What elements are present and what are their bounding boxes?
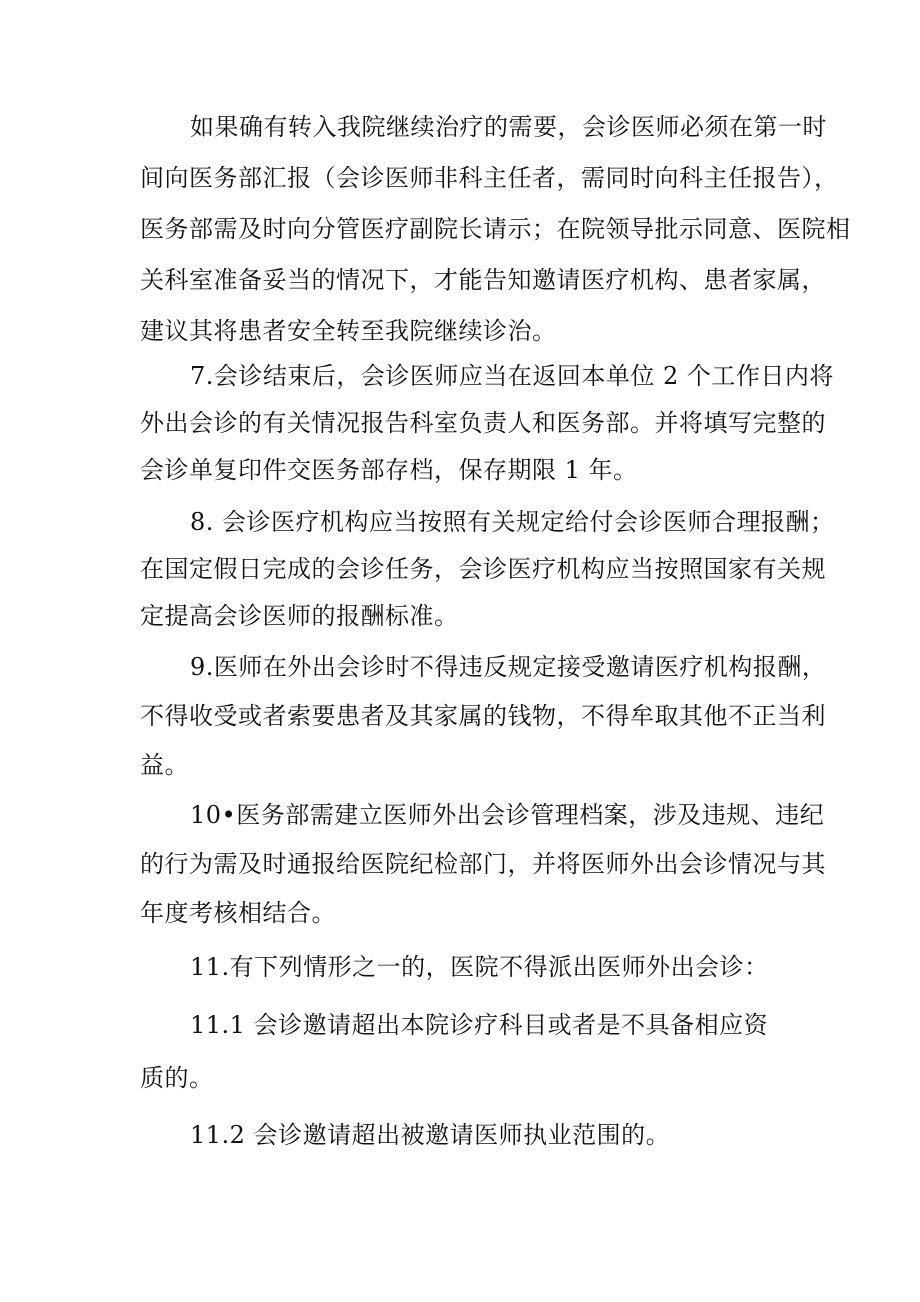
paragraph-line: 建议其将患者安全转至我院继续诊治。 (140, 317, 557, 345)
paragraph-line: 9.医师在外出会诊时不得违反规定接受邀请医疗机构报酬， (190, 653, 827, 681)
paragraph-line: 11.有下列情形之一的，医院不得派出医师外出会诊： (190, 953, 769, 981)
paragraph-line: 11.1 会诊邀请超出本院诊疗科目或者是不具备相应资 (190, 1011, 769, 1039)
paragraph-line: 的行为需及时通报给医院纪检部门，并将医师外出会诊情况与其 (140, 850, 826, 878)
paragraph-line: 间向医务部汇报（会诊医师非科主任者，需同时向科主任报告）， (140, 164, 839, 192)
paragraph-line: 在国定假日完成的会诊任务，会诊医疗机构应当按照国家有关规 (140, 555, 826, 583)
paragraph-line: 医务部需及时向分管医疗副院长请示；在院领导批示同意、医院相 (140, 215, 851, 243)
paragraph-line: 外出会诊的有关情况报告科室负责人和医务部。并将填写完整的 (140, 409, 826, 437)
paragraph-line: 质的。 (140, 1064, 214, 1092)
paragraph-line: 11.2 会诊邀请超出被邀请医师执业范围的。 (190, 1121, 671, 1149)
paragraph-line: 益。 (140, 751, 189, 779)
paragraph-line: 如果确有转入我院继续治疗的需要，会诊医师必须在第一时 (190, 113, 827, 141)
paragraph-line: 会诊单复印件交医务部存档，保存期限 1 年。 (140, 456, 638, 484)
paragraph-line: 10•医务部需建立医师外出会诊管理档案，涉及违规、违纪 (190, 801, 825, 829)
paragraph-line: 8. 会诊医疗机构应当按照有关规定给付会诊医师合理报酬； (190, 508, 835, 536)
paragraph-line: 年度考核相结合。 (140, 899, 336, 927)
paragraph-line: 7.会诊结束后，会诊医师应当在返回本单位 2 个工作日内将 (190, 362, 834, 390)
paragraph-line: 定提高会诊医师的报酬标准。 (140, 602, 459, 630)
paragraph-line: 不得收受或者索要患者及其家属的钱物，不得牟取其他不正当利 (140, 702, 826, 730)
paragraph-line: 关科室准备妥当的情况下，才能告知邀请医疗机构、患者家属， (140, 266, 826, 294)
